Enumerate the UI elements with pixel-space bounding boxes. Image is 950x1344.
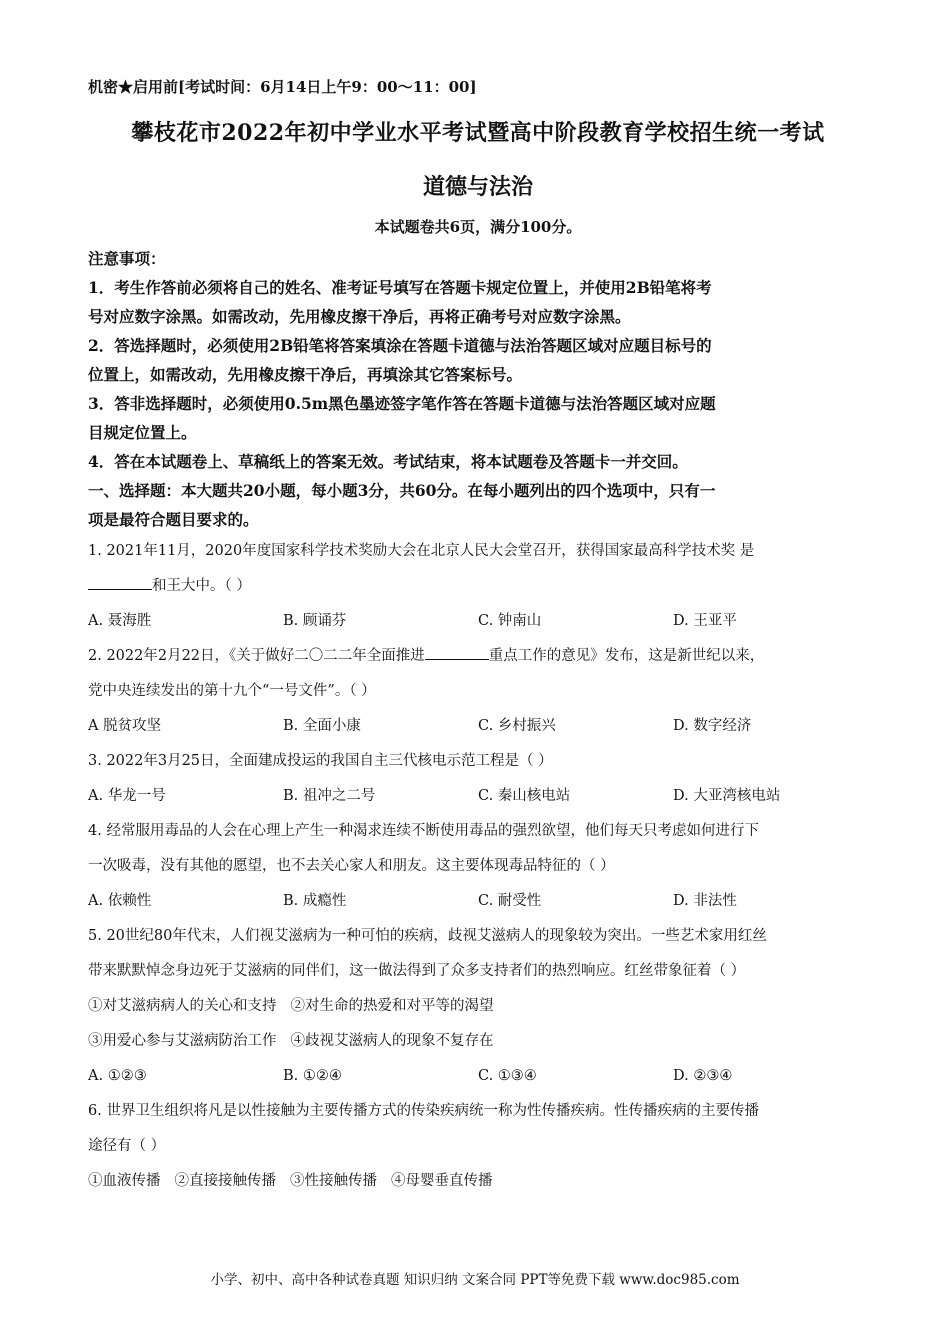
confidential-line: 机密★启用前[考试时间：6月14日上午9：00～11：00] xyxy=(88,78,477,96)
option-b: B. ①②④ xyxy=(283,1068,342,1084)
question-text xyxy=(88,569,868,604)
question-text-tail: 重点工作的意见》发布，这是新世纪以来， xyxy=(488,648,765,664)
option-d: D. 数字经济 xyxy=(673,718,752,734)
statement: ①血液传播 xyxy=(88,1173,161,1189)
statement: ②直接接触传播 xyxy=(174,1173,276,1189)
section-line: 项是最符合题目要求的。 xyxy=(88,510,259,529)
question-text: 3. 2022年3月25日，全面建成投运的我国自主三代核电示范工程是（ ） xyxy=(88,753,553,769)
option-b: B. 成瘾性 xyxy=(283,893,347,909)
note-line: 号对应数字涂黑。如需改动，先用橡皮擦干净后，再将正确考号对应数字涂黑。 xyxy=(88,307,631,326)
exam-page xyxy=(88,72,868,1199)
statement: ①对艾滋病病人的关心和支持 xyxy=(88,998,277,1014)
options xyxy=(88,709,868,744)
page-count-score: 本试题卷共6页，满分100分。 xyxy=(374,218,582,236)
option-c: C. 乡村振兴 xyxy=(478,718,556,734)
option-a: A 脱贫攻坚 xyxy=(88,718,162,734)
note-line: 位置上，如需改动，先用橡皮擦干净后，再填涂其它答案标号。 xyxy=(88,365,523,384)
option-a: A. 依赖性 xyxy=(88,893,152,909)
question-text-tail: 和王大中。（ ） xyxy=(152,578,251,594)
statement: ④歧视艾滋病人的现象不复存在 xyxy=(290,1033,494,1049)
question-text: 6. 世界卫生组织将凡是以性接触为主要传播方式的传染疾病统一称为性传播疾病。性传播疾病的主要传播 xyxy=(88,1103,759,1119)
statement: ④母婴垂直传播 xyxy=(391,1173,493,1189)
option-d: D. 王亚平 xyxy=(673,613,737,629)
option-b: B. 祖冲之二号 xyxy=(283,788,376,804)
statement-line xyxy=(88,1024,868,1059)
note-line: 目规定位置上。 xyxy=(88,423,197,442)
statement-line xyxy=(88,1164,868,1199)
blank-line xyxy=(425,645,489,660)
options xyxy=(88,884,868,919)
statement: ③用爱心参与艾滋病防治工作 xyxy=(88,1033,277,1049)
note-line: 4．答在本试题卷上、草稿纸上的答案无效。考试结束，将本试题卷及答题卡一并交回。 xyxy=(88,452,688,471)
option-a: A. ①②③ xyxy=(88,1068,147,1084)
blank-line xyxy=(88,575,152,590)
question-text: 1. 2021年11月，2020年度国家科学技术奖励大会在北京人民大会堂召开，获得国家最高科学技术奖 是 xyxy=(88,543,755,559)
note-line: 2．答选择题时，必须使用2B铅笔将答案填涂在答题卡道德与法治答题区域对应题目标号的 xyxy=(88,336,712,355)
option-c: C. 耐受性 xyxy=(478,893,542,909)
question-2 xyxy=(88,639,868,744)
notes-section xyxy=(88,244,868,476)
option-a: A. 聂海胜 xyxy=(88,613,152,629)
question-4 xyxy=(88,814,868,919)
exam-title: 攀枝花市2022年初中学业水平考试暨高中阶段教育学校招生统一考试 xyxy=(131,120,825,146)
option-d: D. 非法性 xyxy=(673,893,737,909)
question-text-head: 2. 2022年2月22日，《关于做好二〇二二年全面推进 xyxy=(88,648,425,664)
question-text: 途径有（ ） xyxy=(88,1138,166,1154)
statement: ②对生命的热爱和对平等的渴望 xyxy=(290,998,494,1014)
option-c: C. 秦山核电站 xyxy=(478,788,571,804)
options xyxy=(88,779,868,814)
option-b: B. 全面小康 xyxy=(283,718,361,734)
subject-title: 道德与法治 xyxy=(422,174,533,200)
option-b: B. 顾诵芬 xyxy=(283,613,347,629)
question-text: 带来默默悼念身边死于艾滋病的同伴们，这一做法得到了众多支持者们的热烈响应。红丝带象征着（ ） xyxy=(88,963,746,979)
statement: ③性接触传播 xyxy=(290,1173,377,1189)
option-c: C. 钟南山 xyxy=(478,613,542,629)
question-text: 4. 经常服用毒品的人会在心理上产生一种渴求连续不断使用毒品的强烈欲望，他们每天只考虑如何进行下 xyxy=(88,823,759,839)
statement-line xyxy=(88,989,868,1024)
section-line: 一、选择题：本大题共20小题，每小题3分，共60分。在每小题列出的四个选项中，只有一 xyxy=(88,481,716,500)
question-6 xyxy=(88,1094,868,1199)
option-d: D. 大亚湾核电站 xyxy=(673,788,781,804)
question-text: 5. 20世纪80年代末，人们视艾滋病为一种可怕的疾病，歧视艾滋病人的现象较为突出。一些艺术家用红丝 xyxy=(88,928,767,944)
question-5 xyxy=(88,919,868,1094)
question-text: 党中央连续发出的第十九个“一号文件”。（ ） xyxy=(88,683,376,699)
option-d: D. ②③④ xyxy=(673,1068,733,1084)
section-heading xyxy=(88,476,868,534)
note-line: 3．答非选择题时，必须使用0.5m黑色墨迹签字笔作答在答题卡道德与法治答题区域对应题 xyxy=(88,394,716,413)
notes-heading: 注意事项： xyxy=(88,249,166,268)
option-c: C. ①③④ xyxy=(478,1068,537,1084)
question-text: 一次吸毒，没有其他的愿望，也不去关心家人和朋友。这主要体现毒品特征的（ ） xyxy=(88,858,615,874)
question-text xyxy=(88,639,868,674)
question-1 xyxy=(88,534,868,639)
options xyxy=(88,1059,868,1094)
page-footer: 小学、初中、高中各种试卷真题 知识归纳 文案合同 PPT等免费下载 www.doc985.com xyxy=(210,1272,740,1288)
question-3 xyxy=(88,744,868,814)
note-line: 1．考生作答前必须将自己的姓名、准考证号填写在答题卡规定位置上，并使用2B铅笔将考 xyxy=(88,278,712,297)
option-a: A. 华龙一号 xyxy=(88,788,166,804)
options xyxy=(88,604,868,639)
